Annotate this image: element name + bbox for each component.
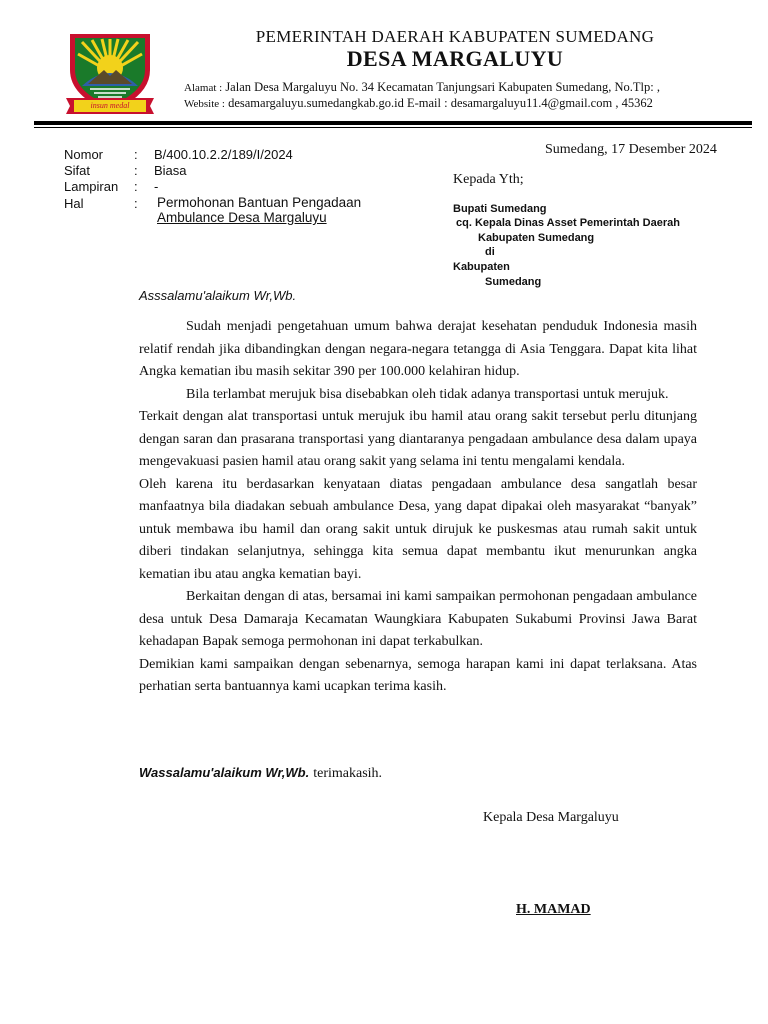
address-label: Alamat : [184,82,223,94]
recipient-line: Kabupaten [453,261,510,273]
website-value: desamargaluyu.sumedangkab.go.id E-mail : desamargaluyu11.4@gmail.com , 45362 [228,96,653,110]
address-line [184,80,660,95]
recipient-line: Sumedang [485,276,542,288]
signatory-name: H. MAMAD [516,902,591,917]
meta-sifat-row [64,163,187,178]
closing-greeting: Wassalamu'alaikum Wr,Wb. [139,765,310,780]
signatory-title: Kepala Desa Margaluyu [483,810,619,825]
closing-line [139,764,382,782]
closing-thanks: terimakasih. [313,766,383,781]
opening-greeting: Asssalamu'alaikum Wr,Wb. [139,288,297,303]
meta-separator: : [134,147,138,162]
website-label: Website : [184,98,225,110]
emblem-motto: insun medal [90,101,130,110]
meta-nomor-row [64,147,293,162]
meta-label: Nomor [64,147,104,162]
body-paragraph: Sudah menjadi pengetahuan umum bahwa derajat kesehatan penduduk Indonesia masih relatif rendah jika dibandingkan dengan negara-negara tetangga di Asia Tenggara. Dapat kita lihat Angka kematian ibu masih sekitar 390 per 100.000 kelahiran hidup. [139,319,697,379]
government-title: PEMERINTAH DAERAH KABUPATEN SUMEDANG [255,27,655,46]
letter-number: B/400.10.2.2/189/I/2024 [154,147,293,162]
letter-nature: Biasa [154,163,187,178]
meta-label: Lampiran [64,179,119,194]
body-paragraph: Berkaitan dengan di atas, bersamai ini kami sampaikan permohonan pengadaan ambulance desa untuk Desa Damaraja Kecamatan Waungkiara Kabupaten Sukabumi Provinsi Jawa Barat kehadapan Bapak semoga permohonan ini dapat terkabulkan. [139,589,697,649]
recipient-line: Bupati Sumedang [453,203,547,215]
meta-lampiran-row [64,179,158,194]
regency-emblem-icon [64,26,156,116]
recipient-heading: Kepada Yth; [453,172,524,187]
meta-hal-row [64,196,154,211]
letterhead-divider-thin [34,127,752,128]
meta-separator: : [134,196,138,211]
letter-subject [157,195,361,225]
body-paragraph: Demikian kami sampaikan dengan sebenarnya, semoga harapan kami ini dapat terlaksana. Atas perhatian serta bantuannya kami ucapkan terima kasih. [139,656,697,694]
letter-date: Sumedang, 17 Desember 2024 [545,142,717,157]
subject-line-2: Ambulance Desa Margaluyu [157,210,327,225]
meta-separator: : [134,179,138,194]
village-title: DESA MARGALUYU [346,46,564,71]
subject-line-1: Permohonan Bantuan Pengadaan [157,195,362,210]
body-paragraph: Terkait dengan alat transportasi untuk merujuk ibu hamil atau orang sakit tersebut perlu ditunjang dengan saran dan prasarana transportasi yang diantaranya pengadaan ambulance desa dalam upaya mengevakuasi pasien hamil atau orang sakit yang selama ini tentu mengalami kendala. [139,409,697,469]
meta-label: Sifat [64,163,91,178]
body-paragraph: Oleh karena itu berdasarkan kenyataan diatas pengadaan ambulance desa sangatlah besar manfaatnya bila diadakan sebuah ambulance Desa, yang dapat dipakai oleh masyarakat “banyak” untuk membawa ibu hamil dan orang sakit untuk dirujuk ke puskesmas atau rumah sakit untuk diberi tindakan selanjutnya, sehingga kita semua dapat membantu ikut menurunkan angka kematian ibu atau angka kematian bayi. [139,476,697,582]
letterhead-divider-thick [34,121,752,125]
recipient-line: Kabupaten Sumedang [478,232,595,244]
website-line [184,96,653,111]
meta-separator: : [134,163,138,178]
letter-attachment: - [154,179,159,194]
letter-body [139,316,697,699]
meta-label: Hal [64,196,84,211]
address-value: Jalan Desa Margaluyu No. 34 Kecamatan Tanjungsari Kabupaten Sumedang, No.Tlp: , [225,80,660,94]
recipient-line: cq. Kepala Dinas Asset Pemerintah Daerah [456,217,680,229]
body-paragraph: Bila terlambat merujuk bisa disebabkan oleh tidak adanya transportasi untuk merujuk. [186,386,669,402]
recipient-line: di [485,246,495,258]
